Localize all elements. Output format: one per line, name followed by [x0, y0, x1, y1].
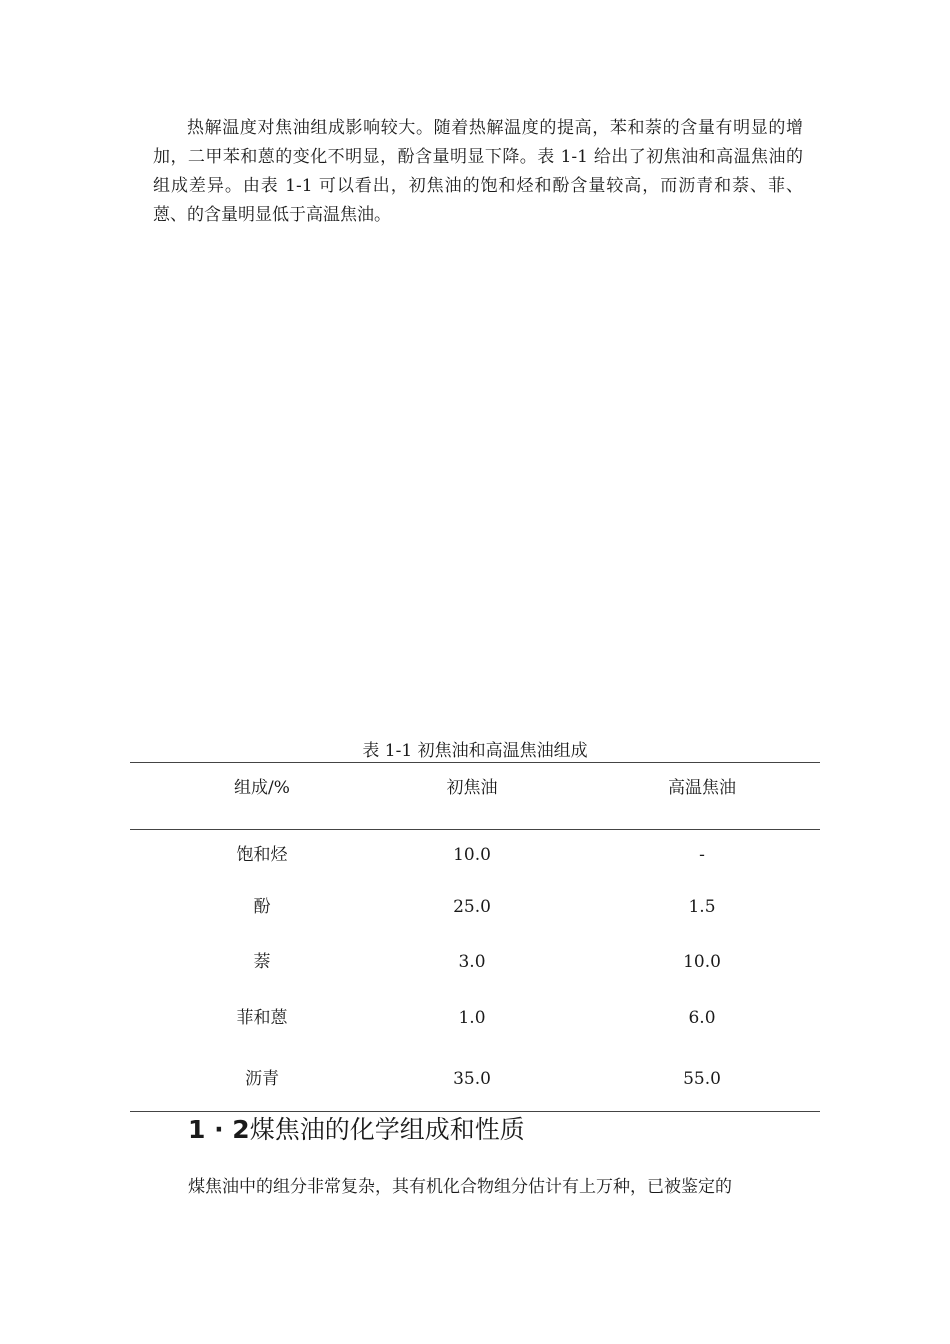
table-cell-primary-value: 3.0 — [458, 952, 486, 972]
table-cell-high-temp-value: 10.0 — [683, 952, 721, 972]
table-cell-high-temp-value: 1.5 — [688, 897, 716, 917]
table-cell-component: 饱和烃 — [236, 845, 288, 865]
body-paragraph: 煤焦油中的组分非常复杂，其有机化合物组分估计有上万种，已被鉴定的 — [188, 1177, 732, 1197]
table-cell-high-temp-value: 55.0 — [683, 1069, 721, 1089]
table-header-primary-tar: 初焦油 — [446, 778, 498, 798]
table-header-composition: 组成/% — [234, 778, 290, 798]
table-cell-high-temp-value: - — [699, 845, 705, 865]
table-caption: 表 1-1 初焦油和高温焦油组成 — [362, 741, 588, 761]
section-heading — [188, 1113, 525, 1147]
table-top-rule — [130, 762, 820, 763]
table-cell-component: 菲和蒽 — [236, 1008, 288, 1028]
table-cell-component: 沥青 — [245, 1069, 279, 1089]
table-cell-component: 酚 — [253, 897, 271, 917]
table-cell-high-temp-value: 6.0 — [688, 1008, 716, 1028]
table-cell-primary-value: 35.0 — [453, 1069, 491, 1089]
table-header-high-temp-tar: 高温焦油 — [668, 778, 736, 798]
table-header-rule — [130, 829, 820, 830]
intro-paragraph: 热解温度对焦油组成影响较大。随着热解温度的提高，苯和萘的含量有明显的增加，二甲苯和蒽的变化不明显，酚含量明显下降。表 1-1 给出了初焦油和高温焦油的组成差异。由表 1-1 可以看出，初焦油的饱和烃和酚含量较高，而沥青和萘、菲、蒽、的含量明显低于高温焦油。 — [153, 118, 803, 225]
section-number: 1 · 2 — [188, 1115, 250, 1144]
table-bottom-rule — [130, 1111, 820, 1112]
section-title: 煤焦油的化学组成和性质 — [249, 1115, 525, 1144]
table-cell-primary-value: 25.0 — [453, 897, 491, 917]
table-cell-component: 萘 — [253, 952, 271, 972]
table-cell-primary-value: 1.0 — [458, 1008, 486, 1028]
table-cell-primary-value: 10.0 — [453, 845, 491, 865]
